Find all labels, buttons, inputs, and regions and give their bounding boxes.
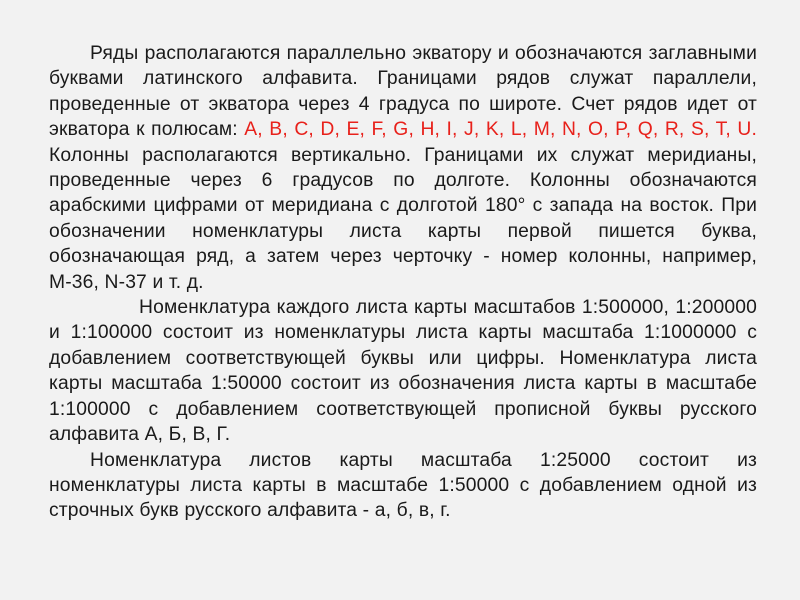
paragraph-rows-columns xyxy=(49,41,757,295)
paragraph-nomenclature-scales: Номенклатура каждого листа карты масштабов 1:500000, 1:200000 и 1:100000 состоит из номенклатуры листа карты масштаба 1:1000000 с добавлением соответствующей буквы или цифры. Номенклатура листа карты масштаба 1:50000 состоит из обозначения листа карты в масштабе 1:100000 с добавлением соответствующей прописной буквы русского алфавита А, Б, В, Г. xyxy=(49,297,757,446)
paragraph1-columns-text: Колонны располагаются вертикально. Границами их служат меридианы, проведенные через 6 градусов по долготе. Колонны обозначаются арабскими цифрами от меридиана с долготой 180° с запада на восток. При обозначении номенклатуры листа карты первой пишется буква, обозначающая ряд, а затем через черточку - номер колонны, например, М-36, N-37 и т. д. xyxy=(49,144,757,293)
slide-text-block xyxy=(49,41,757,524)
paragraph1-intro-text: Ряды располагаются параллельно экватору и обозначаются заглавными буквами латинского алфавита. Границами рядов служат параллели, проведенные от экватора через 4 градуса по широте. Счет рядов идет от экватора к полюсам: xyxy=(49,43,757,141)
row-letters-highlight: A, B, C, D, E, F, G, H, I, J, K, L, M, N, O, P, Q, R, S, T, U. xyxy=(244,119,757,141)
paragraph-nomenclature-25000: Номенклатура листов карты масштаба 1:25000 состоит из номенклатуры листа карты в масштабе 1:50000 с добавлением одной из строчных букв русского алфавита - а, б, в, г. xyxy=(49,449,757,522)
